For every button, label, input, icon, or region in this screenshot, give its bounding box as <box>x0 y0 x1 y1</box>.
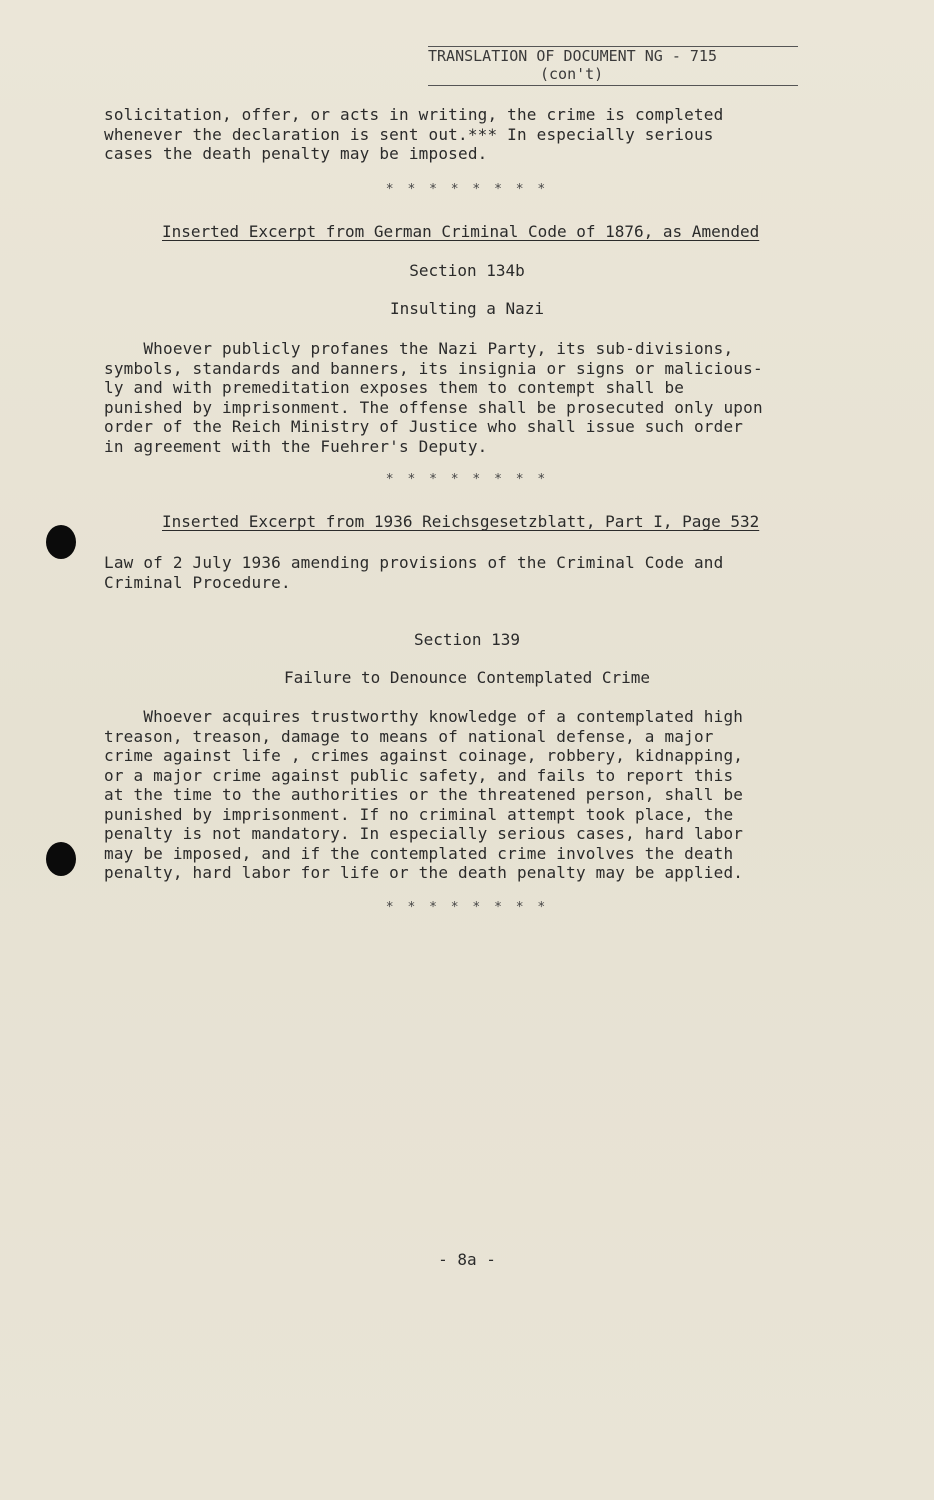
excerpt1-section: Section 134b <box>409 261 525 280</box>
document-header <box>428 46 798 86</box>
excerpt2-heading: Inserted Excerpt from 1936 Reichsgesetzblatt, Part I, Page 532 <box>162 512 760 531</box>
excerpt2-title: Failure to Denounce Contemplated Crime <box>283 668 651 687</box>
excerpt1-title: Insulting a Nazi <box>389 299 545 318</box>
excerpt1-heading: Inserted Excerpt from German Criminal Code of 1876, as Amended <box>162 222 760 241</box>
header-continued: (con't) <box>428 65 798 86</box>
excerpt1-body: Whoever publicly profanes the Nazi Party, its sub-divisions, symbols, standards and banners, its insignia or signs or malicious- ly and with premeditation exposes them to contempt shall be punished by imprisonment. The offense shall be prosecuted only upon order of the Reich Ministry of Justice who shall issue such order in agreement with the Fuehrer's Deputy. <box>104 339 763 456</box>
excerpt2-intro: Law of 2 July 1936 amending provisions of the Criminal Code and Criminal Procedure. <box>104 553 724 592</box>
page-number: - 8a - <box>438 1250 496 1269</box>
separator-1: * * * * * * * * <box>385 182 549 197</box>
excerpt2-section: Section 139 <box>414 630 520 649</box>
separator-2: * * * * * * * * <box>385 472 549 487</box>
excerpt2-body: Whoever acquires trustworthy knowledge of a contemplated high treason, treason, damage to means of national defense, a major crime against life , crimes against coinage, robbery, kidnapping, or a major crime against public safety, and fails to report this at the time to the authorities or the threatened person, shall be punished by imprisonment. If no criminal attempt took place, the penalty is not mandatory. In especially serious cases, hard labor may be imposed, and if the contemplated crime involves the death penalty, hard labor for life or the death penalty may be applied. <box>104 707 744 882</box>
punch-hole-lower <box>46 842 76 876</box>
header-title: TRANSLATION OF DOCUMENT NG - 715 <box>428 46 798 65</box>
intro-paragraph: solicitation, offer, or acts in writing, the crime is completed whenever the declaration is sent out.*** In especially serious cases the death penalty may be imposed. <box>104 105 724 163</box>
punch-hole-upper <box>46 525 76 559</box>
separator-3: * * * * * * * * <box>385 900 549 915</box>
